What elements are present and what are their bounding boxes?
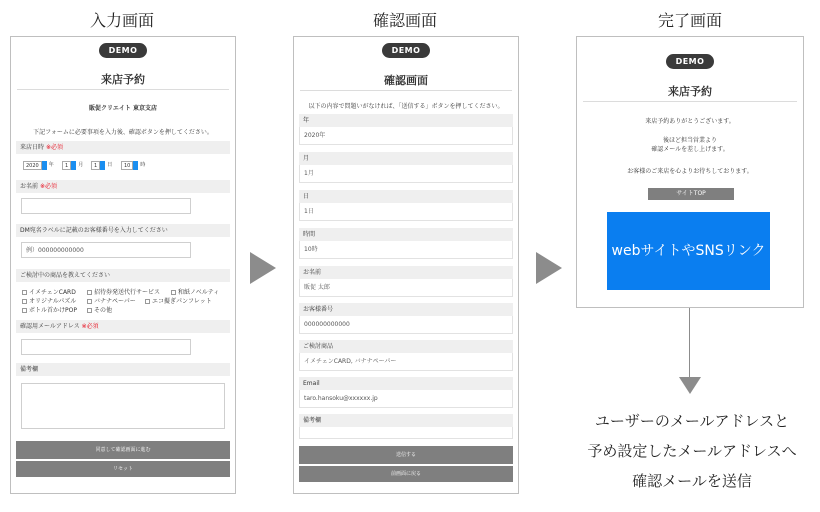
month-select[interactable]: 1 月: [62, 161, 83, 170]
row-value: 1月: [299, 165, 513, 183]
follow-up-text: 確認メールを差し上げます。: [651, 146, 729, 153]
remarks-label: 備考欄: [16, 363, 230, 376]
row-label: ご検討商品: [299, 340, 513, 353]
date-label: 来店日時 ※必須: [16, 141, 230, 154]
note-line: ユーザーのメールアドレスと: [594, 412, 790, 430]
name-label: お名前 ※必須: [16, 180, 230, 193]
intro-text: 下記フォームに必要事項を入力後、確認ボタンを押してください。: [33, 129, 213, 136]
back-button[interactable]: 前画面に戻る: [299, 466, 513, 482]
row-value: イメチェンCARD, バナナペーパー: [299, 353, 513, 371]
chevron-down-icon: [71, 161, 76, 170]
follow-up-text: 後ほど担当営業より: [662, 137, 717, 144]
store-name: 販促クリエイト 東京支店: [89, 105, 157, 112]
submit-button[interactable]: 同意して確認画面に進む: [16, 441, 230, 459]
product-checkbox[interactable]: ボトル首かけPOP: [22, 305, 77, 314]
row-value: 000000000000: [299, 316, 513, 334]
web-sns-link[interactable]: webサイトやSNSリンク: [607, 212, 770, 290]
note-line: 確認メールを送信: [632, 472, 752, 490]
connector-line: [689, 308, 690, 378]
heading-complete: 完了画面: [657, 11, 722, 30]
name-input[interactable]: [21, 198, 191, 214]
note-line: 予め設定したメールアドレスへ: [587, 442, 797, 460]
intro-text: 以下の内容で問題いがなければ、「送信する」ボタンを押してください。: [308, 103, 504, 110]
arrow-right-icon: [536, 252, 562, 284]
divider: [17, 89, 229, 90]
row-label: 年: [299, 114, 513, 127]
products-label: ご検討中の商品を教えてください: [16, 269, 230, 282]
customer-number-input[interactable]: 例）000000000000: [21, 242, 191, 258]
divider: [583, 101, 797, 102]
row-value: 1日: [299, 203, 513, 221]
email-label: 確認用メールアドレス ※必須: [16, 320, 230, 333]
send-button[interactable]: 送信する: [299, 446, 513, 464]
email-input[interactable]: [21, 339, 191, 355]
product-checkbox[interactable]: バナナペーパー: [87, 296, 136, 305]
remarks-textarea[interactable]: [21, 383, 225, 429]
arrow-right-icon: [250, 252, 276, 284]
dm-label: DM宛名ラベルに記載のお客様番号を入力してください: [16, 224, 230, 237]
screen-title: 来店予約: [101, 73, 145, 86]
chevron-down-icon: [133, 161, 138, 170]
product-checkbox[interactable]: 招待券発送代行サービス: [87, 287, 160, 296]
screen-title: 確認画面: [384, 74, 428, 87]
closing-text: お客様のご来店を心よりお待ちしております。: [627, 168, 753, 175]
row-value: [299, 427, 513, 439]
row-label: Email: [299, 377, 513, 390]
divider: [300, 90, 512, 91]
row-label: 月: [299, 152, 513, 165]
hour-select[interactable]: 10 時: [121, 161, 145, 170]
year-select[interactable]: 2020 年: [23, 161, 54, 170]
row-label: 時間: [299, 228, 513, 241]
demo-badge: DEMO: [666, 54, 714, 69]
product-checkbox[interactable]: エコ擬ぎパンフレット: [145, 296, 212, 305]
reset-button[interactable]: リセット: [16, 461, 230, 477]
product-checkbox[interactable]: イメチェンCARD: [22, 287, 76, 296]
row-value: 10時: [299, 241, 513, 259]
confirm-screen: [293, 36, 519, 494]
chevron-down-icon: [100, 161, 105, 170]
row-value: taro.hansoku@xxxxxx.jp: [299, 390, 513, 408]
chevron-down-icon: [42, 161, 47, 170]
complete-screen: [576, 36, 804, 308]
heading-confirm: 確認画面: [372, 11, 437, 30]
screen-title: 来店予約: [668, 85, 712, 98]
product-checkbox[interactable]: オリジナルパズル: [22, 296, 76, 305]
row-value: 販促 太郎: [299, 279, 513, 297]
row-label: 日: [299, 190, 513, 203]
thanks-text: 来店予約ありがとうございます。: [645, 118, 735, 125]
demo-badge: DEMO: [382, 43, 430, 58]
arrow-down-icon: [679, 377, 701, 394]
product-checkbox[interactable]: 和紙ノベルティ: [171, 287, 219, 296]
row-label: お客様番号: [299, 303, 513, 316]
row-label: 備考欄: [299, 414, 513, 427]
demo-badge: DEMO: [99, 43, 147, 58]
row-label: お名前: [299, 266, 513, 279]
input-screen: [10, 36, 236, 494]
day-select[interactable]: 1 日: [91, 161, 112, 170]
site-top-button[interactable]: サイトTOP: [648, 188, 734, 200]
product-checkbox[interactable]: その他: [87, 305, 112, 314]
row-value: 2020年: [299, 127, 513, 145]
heading-input: 入力画面: [89, 11, 154, 30]
